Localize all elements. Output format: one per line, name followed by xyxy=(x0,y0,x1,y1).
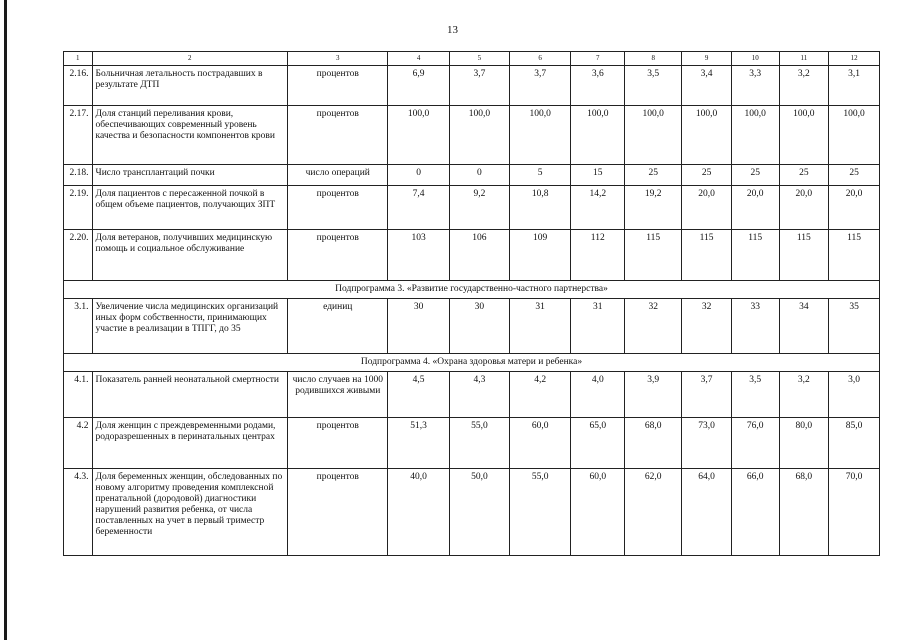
value-cell: 15 xyxy=(571,165,625,186)
value-cell: 55,0 xyxy=(510,469,571,556)
row-code: 3.1. xyxy=(64,299,93,354)
unit-cell: единиц xyxy=(288,299,388,354)
value-cell: 3,2 xyxy=(779,372,829,418)
value-cell: 115 xyxy=(625,230,682,281)
value-cell: 115 xyxy=(829,230,880,281)
value-cell: 3,7 xyxy=(449,66,509,106)
row-code: 2.16. xyxy=(64,66,93,106)
value-cell: 3,1 xyxy=(829,66,880,106)
value-cell: 60,0 xyxy=(571,469,625,556)
value-cell: 25 xyxy=(829,165,880,186)
value-cell: 60,0 xyxy=(510,418,571,469)
column-number: 6 xyxy=(510,52,571,66)
page-number: 13 xyxy=(447,24,458,36)
unit-cell: процентов xyxy=(288,66,388,106)
value-cell: 14,2 xyxy=(571,186,625,230)
value-cell: 3,5 xyxy=(731,372,779,418)
indicator-name: Доля беременных женщин, обследованных по новому алгоритму проведения комплексной пренатальной (дородовой) диагностики нарушений развития ребенка, от числа поставленных на учет в первый триместр беременности xyxy=(92,469,288,556)
value-cell: 0 xyxy=(388,165,449,186)
subprogram-header-row xyxy=(64,354,880,372)
value-cell: 100,0 xyxy=(625,106,682,165)
value-cell: 3,5 xyxy=(625,66,682,106)
value-cell: 0 xyxy=(449,165,509,186)
value-cell: 103 xyxy=(388,230,449,281)
column-number: 12 xyxy=(829,52,880,66)
value-cell: 10,8 xyxy=(510,186,571,230)
value-cell: 5 xyxy=(510,165,571,186)
indicator-name: Доля пациентов с пересаженной почкой в общем объеме пациентов, получающих ЗПТ xyxy=(92,186,288,230)
value-cell: 115 xyxy=(682,230,732,281)
indicator-name: Показатель ранней неонатальной смертности xyxy=(92,372,288,418)
value-cell: 115 xyxy=(779,230,829,281)
table-row xyxy=(64,106,880,165)
value-cell: 100,0 xyxy=(388,106,449,165)
value-cell: 35 xyxy=(829,299,880,354)
value-cell: 65,0 xyxy=(571,418,625,469)
value-cell: 70,0 xyxy=(829,469,880,556)
value-cell: 68,0 xyxy=(625,418,682,469)
value-cell: 32 xyxy=(682,299,732,354)
column-number: 1 xyxy=(64,52,93,66)
table-row xyxy=(64,299,880,354)
value-cell: 4,0 xyxy=(571,372,625,418)
value-cell: 3,7 xyxy=(510,66,571,106)
value-cell: 80,0 xyxy=(779,418,829,469)
row-code: 4.3. xyxy=(64,469,93,556)
column-number-row xyxy=(64,52,880,66)
value-cell: 3,2 xyxy=(779,66,829,106)
value-cell: 50,0 xyxy=(449,469,509,556)
row-code: 2.20. xyxy=(64,230,93,281)
column-number: 7 xyxy=(571,52,625,66)
value-cell: 25 xyxy=(779,165,829,186)
table-row xyxy=(64,372,880,418)
unit-cell: число случаев на 1000 родившихся живыми xyxy=(288,372,388,418)
table-row xyxy=(64,230,880,281)
row-code: 2.19. xyxy=(64,186,93,230)
column-number: 4 xyxy=(388,52,449,66)
unit-cell: процентов xyxy=(288,106,388,165)
value-cell: 64,0 xyxy=(682,469,732,556)
table-row xyxy=(64,165,880,186)
value-cell: 20,0 xyxy=(682,186,732,230)
value-cell: 32 xyxy=(625,299,682,354)
value-cell: 3,7 xyxy=(682,372,732,418)
value-cell: 20,0 xyxy=(779,186,829,230)
value-cell: 30 xyxy=(449,299,509,354)
value-cell: 25 xyxy=(731,165,779,186)
row-code: 2.17. xyxy=(64,106,93,165)
unit-cell: процентов xyxy=(288,186,388,230)
value-cell: 19,2 xyxy=(625,186,682,230)
scan-edge-bar xyxy=(4,0,7,640)
indicators-table xyxy=(63,51,880,556)
value-cell: 3,4 xyxy=(682,66,732,106)
value-cell: 115 xyxy=(731,230,779,281)
table-row xyxy=(64,186,880,230)
value-cell: 25 xyxy=(625,165,682,186)
value-cell: 100,0 xyxy=(682,106,732,165)
column-number: 2 xyxy=(92,52,288,66)
value-cell: 20,0 xyxy=(829,186,880,230)
unit-cell: число операций xyxy=(288,165,388,186)
unit-cell: процентов xyxy=(288,469,388,556)
value-cell: 100,0 xyxy=(449,106,509,165)
value-cell: 4,5 xyxy=(388,372,449,418)
subprogram-title: Подпрограмма 4. «Охрана здоровья матери и ребенка» xyxy=(64,354,880,372)
value-cell: 9,2 xyxy=(449,186,509,230)
value-cell: 55,0 xyxy=(449,418,509,469)
indicator-name: Число трансплантаций почки xyxy=(92,165,288,186)
value-cell: 73,0 xyxy=(682,418,732,469)
table-row xyxy=(64,66,880,106)
value-cell: 34 xyxy=(779,299,829,354)
value-cell: 31 xyxy=(510,299,571,354)
value-cell: 4,2 xyxy=(510,372,571,418)
value-cell: 40,0 xyxy=(388,469,449,556)
value-cell: 7,4 xyxy=(388,186,449,230)
value-cell: 51,3 xyxy=(388,418,449,469)
subprogram-header-row xyxy=(64,281,880,299)
indicator-name: Увеличение числа медицинских организаций иных форм собственности, принимающих участие в реализации в ТПГГ, до 35 xyxy=(92,299,288,354)
value-cell: 68,0 xyxy=(779,469,829,556)
column-number: 11 xyxy=(779,52,829,66)
value-cell: 25 xyxy=(682,165,732,186)
table-row xyxy=(64,418,880,469)
value-cell: 100,0 xyxy=(510,106,571,165)
value-cell: 100,0 xyxy=(829,106,880,165)
value-cell: 85,0 xyxy=(829,418,880,469)
column-number: 9 xyxy=(682,52,732,66)
column-number: 10 xyxy=(731,52,779,66)
indicator-name: Доля ветеранов, получивших медицинскую помощь и социальное обслуживание xyxy=(92,230,288,281)
column-number: 8 xyxy=(625,52,682,66)
column-number: 5 xyxy=(449,52,509,66)
value-cell: 3,6 xyxy=(571,66,625,106)
value-cell: 3,9 xyxy=(625,372,682,418)
value-cell: 62,0 xyxy=(625,469,682,556)
value-cell: 3,0 xyxy=(829,372,880,418)
row-code: 4.1. xyxy=(64,372,93,418)
row-code: 2.18. xyxy=(64,165,93,186)
value-cell: 76,0 xyxy=(731,418,779,469)
column-number: 3 xyxy=(288,52,388,66)
row-code: 4.2 xyxy=(64,418,93,469)
value-cell: 6,9 xyxy=(388,66,449,106)
value-cell: 109 xyxy=(510,230,571,281)
value-cell: 30 xyxy=(388,299,449,354)
indicator-name: Доля станций переливания крови, обеспечивающих современный уровень качества и безопасности компонентов крови xyxy=(92,106,288,165)
value-cell: 33 xyxy=(731,299,779,354)
subprogram-title: Подпрограмма 3. «Развитие государственно-частного партнерства» xyxy=(64,281,880,299)
unit-cell: процентов xyxy=(288,230,388,281)
value-cell: 3,3 xyxy=(731,66,779,106)
value-cell: 112 xyxy=(571,230,625,281)
indicator-name: Доля женщин с преждевременными родами, родоразрешенных в перинатальных центрах xyxy=(92,418,288,469)
value-cell: 100,0 xyxy=(571,106,625,165)
indicator-name: Больничная летальность пострадавших в результате ДТП xyxy=(92,66,288,106)
unit-cell: процентов xyxy=(288,418,388,469)
value-cell: 100,0 xyxy=(731,106,779,165)
value-cell: 31 xyxy=(571,299,625,354)
value-cell: 66,0 xyxy=(731,469,779,556)
table-row xyxy=(64,469,880,556)
value-cell: 20,0 xyxy=(731,186,779,230)
value-cell: 106 xyxy=(449,230,509,281)
value-cell: 100,0 xyxy=(779,106,829,165)
value-cell: 4,3 xyxy=(449,372,509,418)
